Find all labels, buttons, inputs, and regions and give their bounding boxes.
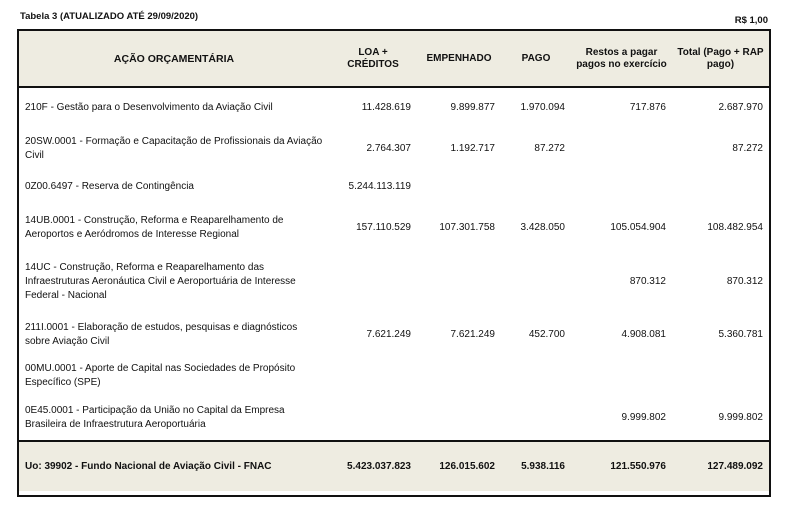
cell-loa: 5.244.113.119 [348,181,411,192]
total-acao: Uo: 39902 - Fundo Nacional de Aviação Civil - FNAC [19,441,329,491]
table-row [19,170,769,204]
cell-pago [501,170,571,204]
cell-restos: 870.312 [629,276,666,287]
total-total: 127.489.092 [672,441,769,491]
total-pago: 5.938.116 [501,441,571,491]
cell-empenhado [417,395,501,441]
cell-pago: 452.700 [528,329,565,340]
cell-total: 2.687.970 [718,101,763,113]
cell-total: 108.482.954 [707,221,763,233]
cell-loa: 7.621.249 [366,329,411,340]
budget-table [17,29,771,497]
total-restos: 121.550.976 [571,441,672,491]
cell-loa [329,395,417,441]
cell-total: 870.312 [726,276,763,287]
table-row [19,251,769,313]
cell-restos: 9.999.802 [621,411,666,423]
cell-restos [571,170,672,204]
cell-restos [571,357,672,395]
cell-total [672,357,769,395]
cell-acao: 00MU.0001 - Aporte de Capital nas Sociedades de Propósito Específico (SPE) [25,363,296,388]
cell-loa [329,251,417,313]
header-acao: AÇÃO ORÇAMENTÁRIA [19,31,329,87]
cell-total: 87.272 [732,142,763,154]
table-row [19,395,769,441]
cell-acao: 211I.0001 - Elaboração de estudos, pesquisas e diagnósticos sobre Aviação Civil [25,322,298,347]
cell-restos: 4.908.081 [621,329,666,340]
cell-empenhado [417,170,501,204]
table-caption: Tabela 3 (ATUALIZADO ATÉ 29/09/2020) [20,11,199,22]
cell-empenhado: 9.899.877 [450,101,495,113]
total-row [19,441,769,491]
cell-total: 5.360.781 [718,329,763,340]
table-row [19,313,769,357]
header-pago: PAGO [501,31,571,87]
header-restos: Restos a pagar pagos no exercício [571,31,672,87]
cell-loa: 2.764.307 [366,142,411,154]
cell-restos: 105.054.904 [610,221,666,233]
table-row [19,204,769,251]
cell-empenhado: 1.192.717 [450,142,495,154]
table-header [19,31,769,87]
cell-empenhado [417,251,501,313]
cell-acao: 20SW.0001 - Formação e Capacitação de Profissionais da Aviação Civil [25,135,323,161]
header-loa: LOA + CRÉDITOS [329,31,417,87]
cell-loa: 11.428.619 [361,101,411,113]
table-row [19,87,769,127]
cell-pago [501,395,571,441]
cell-empenhado [417,357,501,395]
table-row [19,357,769,395]
cell-acao: 210F - Gestão para o Desenvolvimento da Aviação Civil [25,101,273,113]
cell-acao: 14UB.0001 - Construção, Reforma e Reaparelhamento de Aeroportos e Aeródromos de Interesse Regional [25,214,284,240]
header-empenhado: EMPENHADO [417,31,501,87]
cell-pago: 3.428.050 [520,221,565,233]
cell-total: 9.999.802 [718,411,763,423]
cell-loa: 157.110.529 [356,221,411,233]
cell-restos [571,127,672,170]
cell-pago [501,357,571,395]
currency-unit: R$ 1,00 [734,15,768,26]
cell-empenhado: 107.301.758 [439,221,495,233]
cell-pago: 87.272 [534,142,565,154]
cell-loa [329,357,417,395]
total-loa: 5.423.037.823 [329,441,417,491]
cell-total [672,170,769,204]
cell-pago [501,251,571,313]
cell-empenhado: 7.621.249 [450,329,495,340]
cell-pago: 1.970.094 [520,101,565,113]
cell-acao: 0E45.0001 - Participação da União no Capital da Empresa Brasileira de Infraestrutura Aeroportuária [25,404,285,430]
header-total: Total (Pago + RAP pago) [672,31,769,87]
table-row [19,127,769,170]
cell-acao: 0Z00.6497 - Reserva de Contingência [25,181,194,192]
cell-restos: 717.876 [629,101,666,113]
total-empenhado: 126.015.602 [417,441,501,491]
cell-acao: 14UC - Construção, Reforma e Reaparelhamento das Infraestruturas Aeronáutica Civil e Aeroportuária de Interesse Federal - Nacional [25,262,296,301]
